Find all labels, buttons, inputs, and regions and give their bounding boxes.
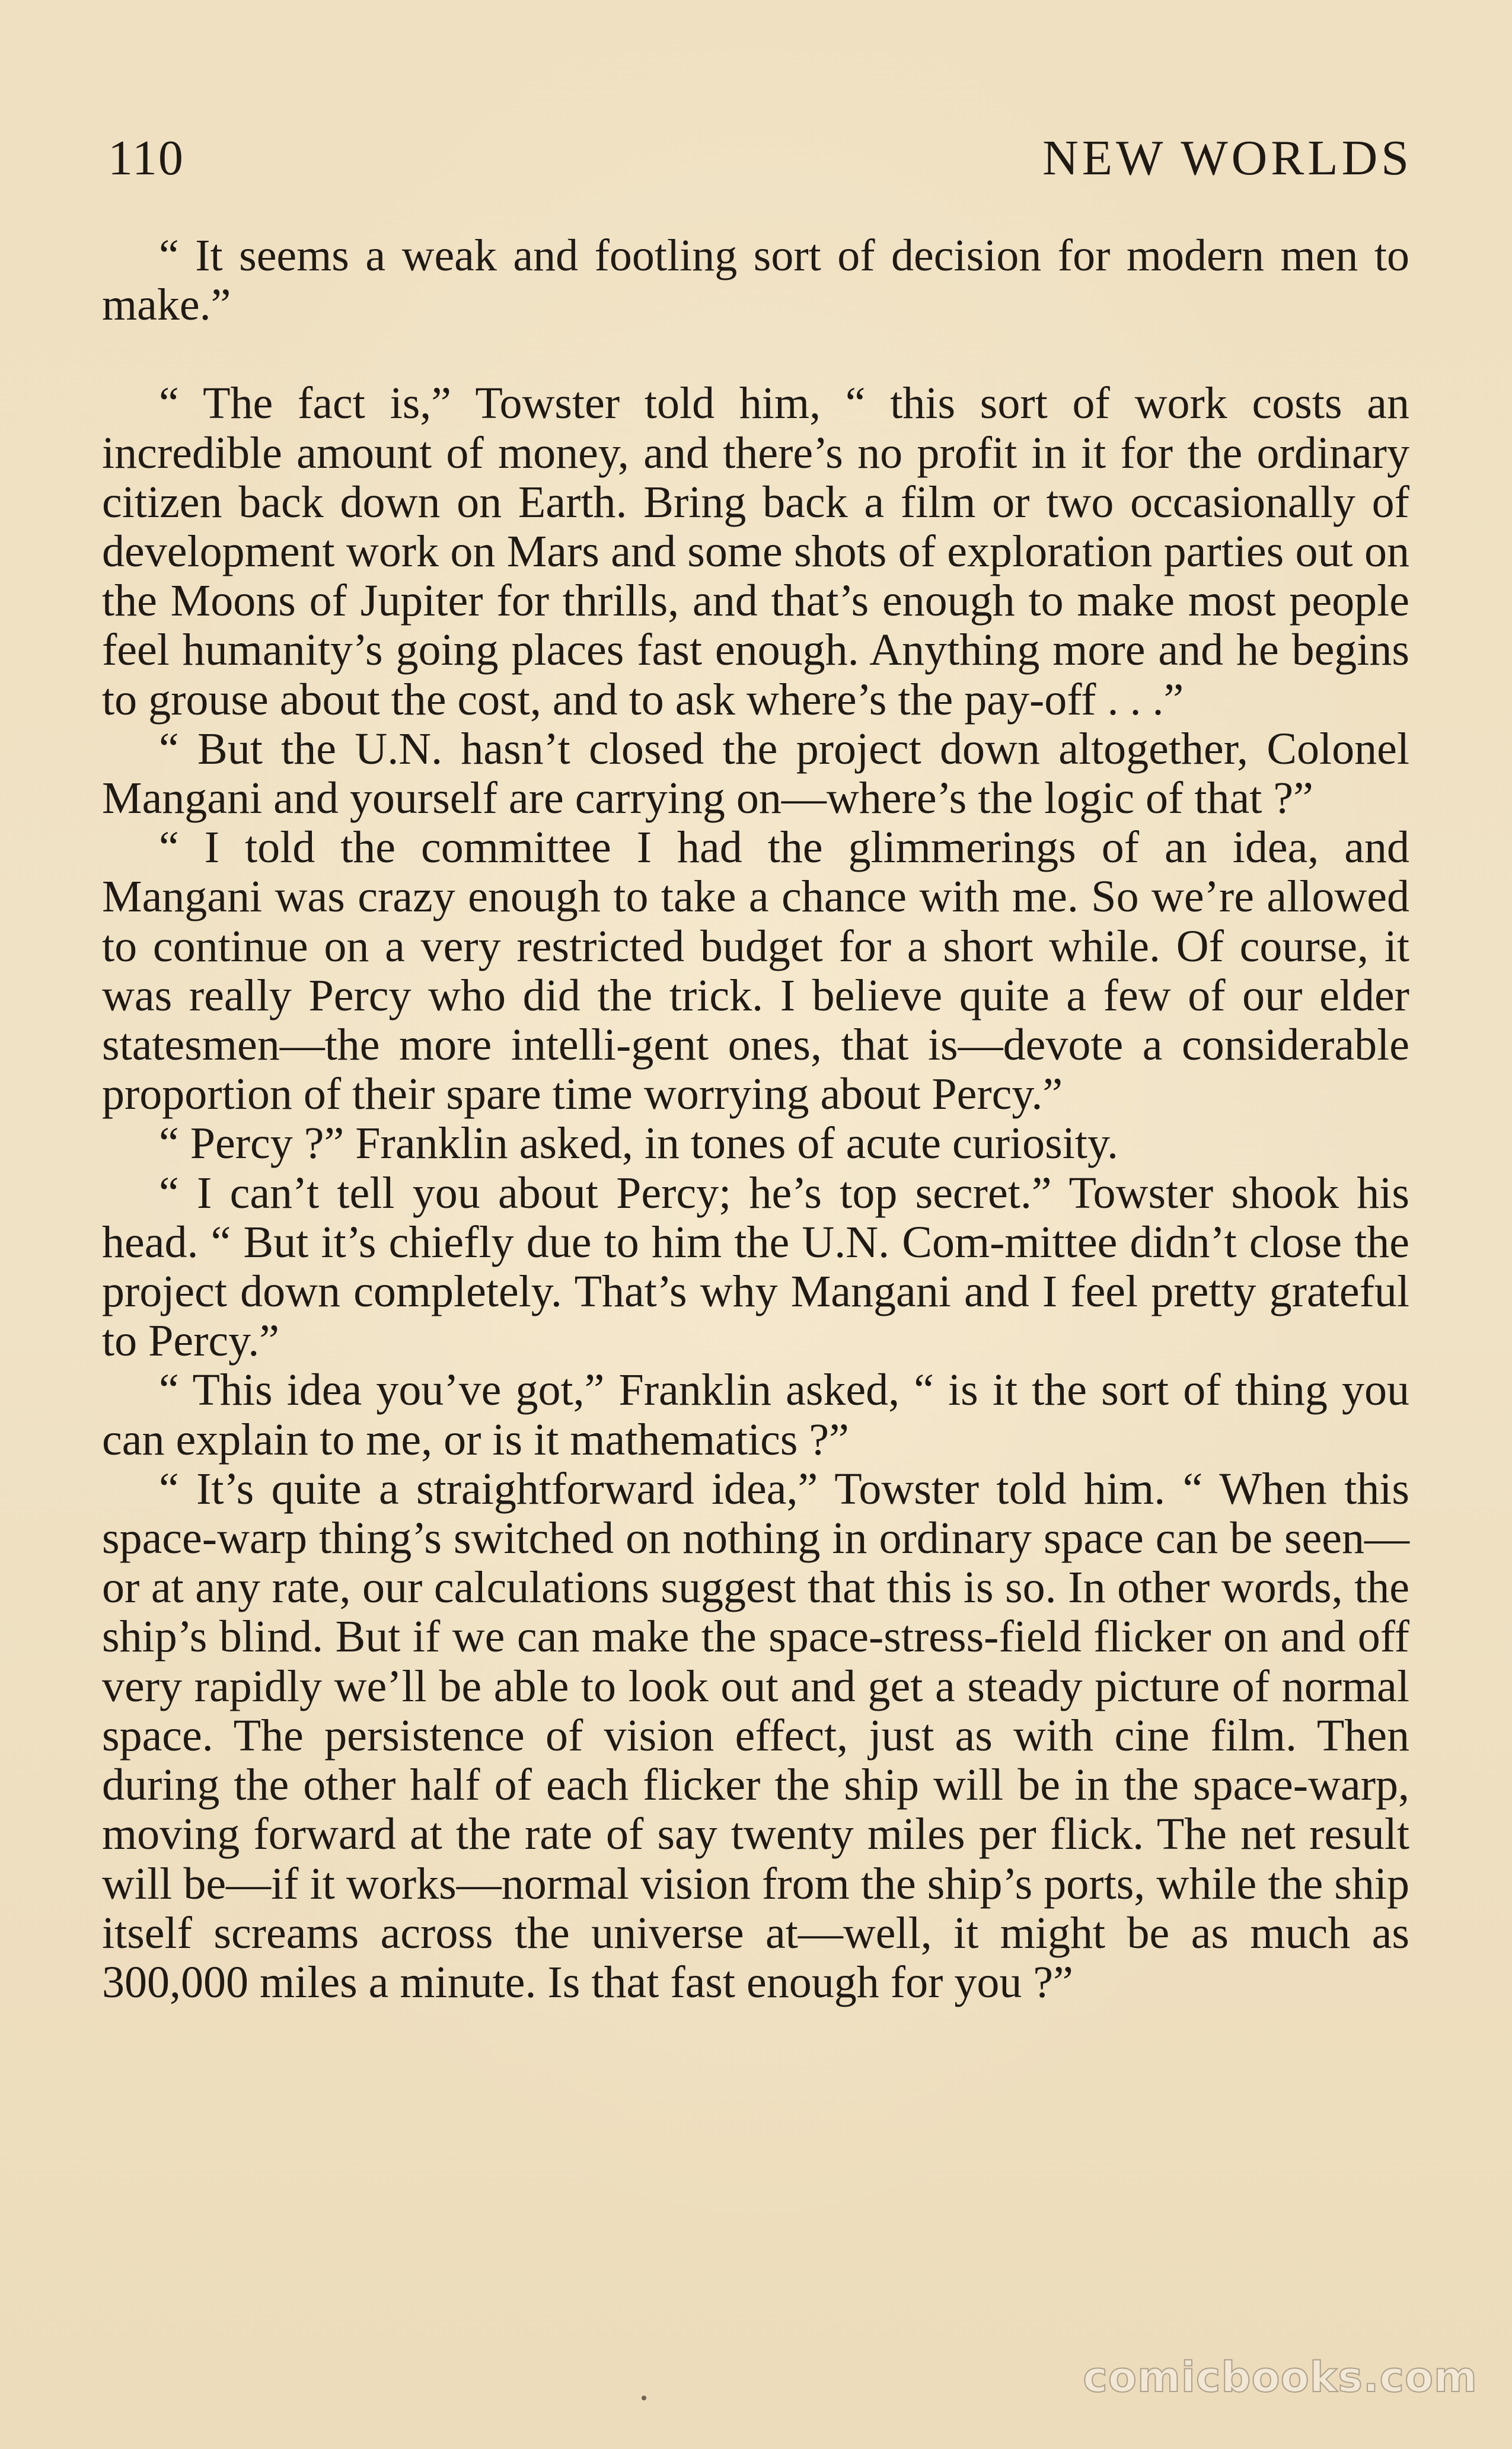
paragraph: “ But the U.N. hasn’t closed the project down altogether, Colonel Mangani and yourself are carrying on—where’s the logic of that ?” (102, 723, 1409, 824)
paragraph: “ The fact is,” Towster told him, “ this sort of work costs an incredible amount of money, and there’s no profit in it for the ordinary citizen back down on Earth. Bring back a film or two occasionally of development work on Mars and some shots of exploration parties out on the Moons of Jupiter for thrills, and that’s enough to make most people feel humanity’s going places fast enough. Anything more and he begins to grouse about the cost, and to ask where’s the pay-off . . .” (102, 378, 1409, 725)
body-text (102, 231, 1409, 2007)
running-head: NEW WORLDS (1042, 130, 1412, 186)
paragraph: “ This idea you’ve got,” Franklin asked, “ is it the sort of thing you can explain to me, or is it mathematics ?” (102, 1365, 1409, 1465)
paragraph: “ I told the committee I had the glimmerings of an idea, and Mangani was crazy enough to take a chance with me. So we’re allowed to continue on a very restricted budget for a short while. Of course, it was really Percy who did the trick. I believe quite a few of our elder statesmen—the more intelli-gent ones, that is—devote a considerable proportion of their spare time worrying about Percy.” (102, 822, 1409, 1120)
paragraph: “ Percy ?” Franklin asked, in tones of acute curiosity. (159, 1118, 1119, 1169)
watermark-logo: comicbooks.com (1083, 2353, 1478, 2402)
page-number: 110 (108, 130, 184, 186)
paragraph: “ I can’t tell you about Percy; he’s top secret.” Towster shook his head. “ But it’s chiefly due to him the U.N. Com-mittee didn’t close the project down completely. That’s why Mangani and I feel pretty grateful to Percy.” (102, 1168, 1409, 1366)
paragraph: “ It seems a weak and footling sort of decision for modern men to make.” (102, 231, 1409, 330)
paper-speck (642, 2396, 646, 2400)
page-header (108, 129, 1412, 194)
paragraph: “ It’s quite a straightforward idea,” Towster told him. “ When this space-warp thing’s switched on nothing in ordinary space can be seen—or at any rate, our calculations suggest that this is so. In other words, the ship’s blind. But if we can make the space-stress-field flicker on and off very rapidly we’ll be able to look out and get a steady picture of normal space. The persistence of vision effect, just as with cine film. Then during the other half of each flicker the ship will be in the space-warp, moving forward at the rate of say twenty miles per flick. The net result will be—if it works—normal vision from the ship’s ports, while the ship itself screams across the universe at—well, it might be as much as 300,000 miles a minute. Is that fast enough for you ?” (102, 1463, 1409, 2007)
